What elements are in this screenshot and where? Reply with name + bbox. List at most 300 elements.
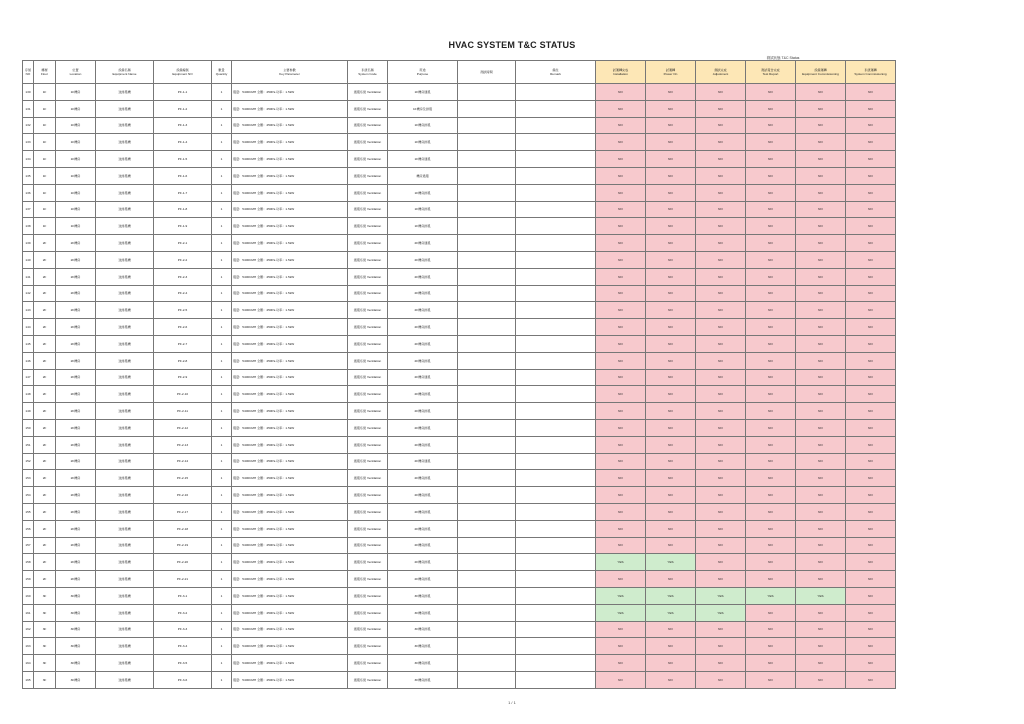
row-remark — [516, 201, 596, 218]
status-cell: NO — [696, 487, 746, 504]
row-quantity: 1 — [212, 554, 232, 571]
status-cell: NO — [846, 403, 896, 420]
table-row — [23, 167, 896, 184]
row-floor: 1F — [34, 84, 56, 101]
row-quantity: 1 — [212, 319, 232, 336]
row-floor: 3F — [34, 655, 56, 672]
column-header: 測試報告完成 Test Report — [746, 61, 796, 84]
status-cell: NO — [646, 218, 696, 235]
row-equipment-name: 送排風機 — [96, 184, 154, 201]
row-no: 158 — [23, 554, 34, 571]
status-cell: NO — [596, 319, 646, 336]
status-cell: NO — [746, 184, 796, 201]
status-cell: NO — [746, 100, 796, 117]
row-location: 1F機房 — [56, 100, 96, 117]
status-cell: NO — [746, 251, 796, 268]
row-purpose: 1F機房排風 — [388, 117, 458, 134]
status-cell: NO — [846, 285, 896, 302]
status-cell: NO — [646, 84, 696, 101]
row-equipment-code: PF-2-7 — [154, 335, 212, 352]
status-cell: NO — [796, 117, 846, 134]
status-cell: NO — [596, 671, 646, 688]
status-cell: NO — [596, 369, 646, 386]
row-test-time — [458, 571, 516, 588]
row-key-parameter: 風量：5400CMH 全壓：450Pa 功率：1.5kW — [232, 671, 348, 688]
row-floor: 2F — [34, 520, 56, 537]
status-cell: NO — [796, 369, 846, 386]
status-cell: NO — [846, 352, 896, 369]
row-test-time — [458, 369, 516, 386]
row-key-parameter: 風量：5400CMH 全壓：450Pa 功率：1.5kW — [232, 84, 348, 101]
status-cell: NO — [796, 319, 846, 336]
row-system: 通風系統 Ventilation — [348, 335, 388, 352]
table-row — [23, 369, 896, 386]
row-system: 通風系統 Ventilation — [348, 235, 388, 252]
row-test-time — [458, 335, 516, 352]
status-cell: NO — [596, 84, 646, 101]
row-test-time — [458, 403, 516, 420]
row-quantity: 1 — [212, 352, 232, 369]
row-key-parameter: 風量：5400CMH 全壓：450Pa 功率：1.5kW — [232, 235, 348, 252]
row-remark — [516, 302, 596, 319]
status-cell: NO — [846, 167, 896, 184]
row-location: 2F機房 — [56, 453, 96, 470]
row-test-time — [458, 134, 516, 151]
column-header: 主要參數 Key Parameter — [232, 61, 348, 84]
row-no: 138 — [23, 218, 34, 235]
table-row — [23, 403, 896, 420]
row-no: 141 — [23, 268, 34, 285]
status-cell: NO — [696, 571, 746, 588]
status-cell: NO — [696, 319, 746, 336]
row-equipment-code: PF-1-4 — [154, 134, 212, 151]
status-cell: NO — [796, 167, 846, 184]
status-cell: NO — [746, 487, 796, 504]
row-floor: 2F — [34, 251, 56, 268]
row-no: 146 — [23, 352, 34, 369]
row-equipment-name: 送排風機 — [96, 369, 154, 386]
table-row — [23, 285, 896, 302]
row-key-parameter: 風量：5400CMH 全壓：450Pa 功率：1.5kW — [232, 503, 348, 520]
status-cell: NO — [746, 503, 796, 520]
column-header: 測試時間 — [458, 61, 516, 84]
row-location: 2F機房 — [56, 487, 96, 504]
row-equipment-name: 送排風機 — [96, 604, 154, 621]
row-system: 通風系統 Ventilation — [348, 201, 388, 218]
status-cell: NO — [846, 117, 896, 134]
row-no: 165 — [23, 671, 34, 688]
row-purpose: 機房通風 — [388, 167, 458, 184]
table-row — [23, 352, 896, 369]
status-cell: NO — [646, 117, 696, 134]
row-purpose: 1F機房通風 — [388, 84, 458, 101]
row-test-time — [458, 184, 516, 201]
row-purpose: 1F機房排風 — [388, 218, 458, 235]
row-key-parameter: 風量：5400CMH 全壓：450Pa 功率：1.5kW — [232, 302, 348, 319]
status-cell: NO — [696, 520, 746, 537]
row-equipment-code: PF-1-5 — [154, 151, 212, 168]
status-cell: NO — [696, 554, 746, 571]
status-cell: NO — [746, 167, 796, 184]
row-floor: 1F — [34, 167, 56, 184]
row-test-time — [458, 386, 516, 403]
row-purpose: 3F機房排風 — [388, 655, 458, 672]
status-cell: NO — [596, 251, 646, 268]
status-cell: NO — [596, 352, 646, 369]
row-floor: 2F — [34, 436, 56, 453]
row-no: 137 — [23, 201, 34, 218]
status-cell: YES — [696, 587, 746, 604]
table-row — [23, 419, 896, 436]
table-row — [23, 201, 896, 218]
row-location: 2F機房 — [56, 503, 96, 520]
status-cell: NO — [746, 638, 796, 655]
row-equipment-name: 送排風機 — [96, 319, 154, 336]
row-equipment-code: PF-2-1 — [154, 235, 212, 252]
status-cell: NO — [646, 251, 696, 268]
row-equipment-name: 送排風機 — [96, 587, 154, 604]
row-location: 3F機房 — [56, 621, 96, 638]
row-location: 2F機房 — [56, 319, 96, 336]
status-cell: NO — [746, 134, 796, 151]
row-quantity: 1 — [212, 487, 232, 504]
row-system: 通風系統 Ventilation — [348, 520, 388, 537]
status-cell: NO — [596, 638, 646, 655]
status-cell: NO — [646, 403, 696, 420]
row-location: 1F機房 — [56, 201, 96, 218]
row-equipment-name: 送排風機 — [96, 671, 154, 688]
table-row — [23, 151, 896, 168]
row-quantity: 1 — [212, 84, 232, 101]
row-no: 155 — [23, 503, 34, 520]
status-cell: NO — [646, 470, 696, 487]
row-floor: 2F — [34, 285, 56, 302]
status-cell: NO — [796, 386, 846, 403]
row-key-parameter: 風量：5400CMH 全壓：450Pa 功率：1.5kW — [232, 571, 348, 588]
status-cell: NO — [596, 537, 646, 554]
status-cell: NO — [846, 571, 896, 588]
row-remark — [516, 453, 596, 470]
row-key-parameter: 風量：5400CMH 全壓：450Pa 功率：1.5kW — [232, 470, 348, 487]
row-no: 151 — [23, 436, 34, 453]
status-cell: NO — [846, 453, 896, 470]
row-location: 1F機房 — [56, 151, 96, 168]
row-test-time — [458, 117, 516, 134]
row-equipment-code: PF-1-9 — [154, 218, 212, 235]
row-test-time — [458, 268, 516, 285]
status-cell: NO — [596, 167, 646, 184]
row-floor: 2F — [34, 235, 56, 252]
status-cell: NO — [846, 537, 896, 554]
row-key-parameter: 風量：5400CMH 全壓：450Pa 功率：1.5kW — [232, 352, 348, 369]
row-key-parameter: 風量：5400CMH 全壓：450Pa 功率：1.5kW — [232, 554, 348, 571]
row-floor: 3F — [34, 621, 56, 638]
row-system: 通風系統 Ventilation — [348, 453, 388, 470]
row-floor: 2F — [34, 403, 56, 420]
status-cell: NO — [696, 268, 746, 285]
row-equipment-name: 送排風機 — [96, 84, 154, 101]
row-remark — [516, 386, 596, 403]
row-remark — [516, 621, 596, 638]
row-equipment-code: PF-1-8 — [154, 201, 212, 218]
row-remark — [516, 84, 596, 101]
row-remark — [516, 268, 596, 285]
row-quantity: 1 — [212, 268, 232, 285]
status-cell: NO — [696, 403, 746, 420]
row-equipment-code: PF-2-19 — [154, 537, 212, 554]
status-cell: NO — [846, 218, 896, 235]
row-system: 通風系統 Ventilation — [348, 638, 388, 655]
column-header: 用途 Purpose — [388, 61, 458, 84]
table-body — [23, 84, 896, 689]
status-cell: NO — [846, 587, 896, 604]
table-row — [23, 671, 896, 688]
status-cell: NO — [596, 335, 646, 352]
row-no: 136 — [23, 184, 34, 201]
status-cell: NO — [846, 251, 896, 268]
status-cell: NO — [846, 302, 896, 319]
row-system: 通風系統 Ventilation — [348, 671, 388, 688]
row-purpose: 2F機房排風 — [388, 520, 458, 537]
row-location: 2F機房 — [56, 251, 96, 268]
row-equipment-code: PF-2-12 — [154, 419, 212, 436]
table-row — [23, 487, 896, 504]
status-cell: NO — [796, 520, 846, 537]
row-quantity: 1 — [212, 369, 232, 386]
status-cell: NO — [796, 671, 846, 688]
row-purpose: 2F機房排風 — [388, 285, 458, 302]
row-key-parameter: 風量：5400CMH 全壓：450Pa 功率：1.5kW — [232, 386, 348, 403]
row-equipment-name: 送排風機 — [96, 251, 154, 268]
row-equipment-code: PF-1-1 — [154, 84, 212, 101]
row-quantity: 1 — [212, 218, 232, 235]
row-no: 139 — [23, 235, 34, 252]
row-floor: 2F — [34, 571, 56, 588]
row-equipment-code: PF-2-20 — [154, 554, 212, 571]
row-location: 1F機房 — [56, 134, 96, 151]
row-system: 通風系統 Ventilation — [348, 167, 388, 184]
row-remark — [516, 470, 596, 487]
status-cell: NO — [696, 335, 746, 352]
row-location: 2F機房 — [56, 520, 96, 537]
status-cell: NO — [646, 621, 696, 638]
row-remark — [516, 167, 596, 184]
column-header: 試運轉完成 Installation — [596, 61, 646, 84]
table-row — [23, 319, 896, 336]
row-location: 3F機房 — [56, 638, 96, 655]
row-equipment-name: 送排風機 — [96, 487, 154, 504]
status-cell: NO — [646, 453, 696, 470]
status-cell: NO — [696, 235, 746, 252]
row-purpose: 3F機房排風 — [388, 587, 458, 604]
status-cell: YES — [746, 587, 796, 604]
row-remark — [516, 604, 596, 621]
row-equipment-code: PF-3-1 — [154, 587, 212, 604]
row-equipment-code: PF-1-3 — [154, 117, 212, 134]
row-equipment-name: 送排風機 — [96, 268, 154, 285]
row-no: 161 — [23, 604, 34, 621]
status-cell: NO — [596, 184, 646, 201]
column-header: 系統運轉 System Commissioning — [846, 61, 896, 84]
row-quantity: 1 — [212, 671, 232, 688]
status-cell: NO — [696, 84, 746, 101]
status-cell: YES — [696, 604, 746, 621]
row-test-time — [458, 537, 516, 554]
row-test-time — [458, 554, 516, 571]
row-system: 通風系統 Ventilation — [348, 554, 388, 571]
status-cell: NO — [646, 235, 696, 252]
status-cell: NO — [846, 386, 896, 403]
status-cell: NO — [696, 218, 746, 235]
status-cell: NO — [646, 352, 696, 369]
row-test-time — [458, 302, 516, 319]
status-cell: NO — [796, 251, 846, 268]
status-cell: NO — [746, 302, 796, 319]
row-location: 3F機房 — [56, 655, 96, 672]
status-cell: NO — [646, 655, 696, 672]
row-remark — [516, 671, 596, 688]
row-purpose: 2F機房排風 — [388, 352, 458, 369]
row-location: 1F機房 — [56, 84, 96, 101]
row-purpose: 2F機房排風 — [388, 319, 458, 336]
row-purpose: 2F機房排風 — [388, 419, 458, 436]
status-cell: YES — [646, 554, 696, 571]
row-system: 通風系統 Ventilation — [348, 487, 388, 504]
row-equipment-code: PF-2-18 — [154, 520, 212, 537]
row-equipment-name: 送排風機 — [96, 335, 154, 352]
status-cell: NO — [796, 84, 846, 101]
row-equipment-code: PF-3-3 — [154, 621, 212, 638]
row-equipment-name: 送排風機 — [96, 218, 154, 235]
status-cell: YES — [646, 587, 696, 604]
row-purpose: 2F機房排風 — [388, 268, 458, 285]
row-key-parameter: 風量：5400CMH 全壓：450Pa 功率：1.5kW — [232, 403, 348, 420]
row-location: 2F機房 — [56, 302, 96, 319]
status-table — [22, 60, 896, 689]
status-cell: NO — [746, 218, 796, 235]
row-location: 1F機房 — [56, 117, 96, 134]
status-cell: NO — [696, 201, 746, 218]
table-row — [23, 302, 896, 319]
row-quantity: 1 — [212, 184, 232, 201]
status-cell: NO — [646, 671, 696, 688]
status-cell: NO — [796, 302, 846, 319]
status-cell: NO — [796, 503, 846, 520]
row-system: 通風系統 Ventilation — [348, 302, 388, 319]
status-cell: NO — [746, 386, 796, 403]
row-no: 154 — [23, 487, 34, 504]
row-location: 2F機房 — [56, 335, 96, 352]
status-cell: NO — [796, 352, 846, 369]
status-cell: NO — [696, 285, 746, 302]
row-no: 140 — [23, 251, 34, 268]
status-cell: NO — [696, 100, 746, 117]
status-cell: NO — [596, 470, 646, 487]
row-no: 150 — [23, 419, 34, 436]
row-floor: 2F — [34, 537, 56, 554]
table-row — [23, 470, 896, 487]
status-cell: NO — [646, 520, 696, 537]
row-floor: 2F — [34, 554, 56, 571]
row-equipment-code: PF-3-4 — [154, 638, 212, 655]
row-purpose: 2F機房通風 — [388, 453, 458, 470]
row-equipment-code: PF-3-2 — [154, 604, 212, 621]
row-key-parameter: 風量：5400CMH 全壓：450Pa 功率：1.5kW — [232, 604, 348, 621]
row-equipment-name: 送排風機 — [96, 167, 154, 184]
status-cell: NO — [796, 134, 846, 151]
status-cell: NO — [646, 487, 696, 504]
row-key-parameter: 風量：5400CMH 全壓：450Pa 功率：1.5kW — [232, 285, 348, 302]
status-cell: NO — [846, 419, 896, 436]
row-quantity: 1 — [212, 520, 232, 537]
row-quantity: 1 — [212, 167, 232, 184]
status-cell: NO — [846, 638, 896, 655]
row-purpose: 1F機房通風 — [388, 151, 458, 168]
row-equipment-name: 送排風機 — [96, 453, 154, 470]
status-cell: NO — [596, 235, 646, 252]
status-cell: NO — [696, 386, 746, 403]
status-cell: NO — [796, 419, 846, 436]
row-equipment-name: 送排風機 — [96, 386, 154, 403]
status-cell: NO — [646, 386, 696, 403]
row-floor: 1F — [34, 151, 56, 168]
table-row — [23, 436, 896, 453]
status-cell: NO — [746, 655, 796, 672]
status-cell: NO — [696, 167, 746, 184]
row-location: 2F機房 — [56, 419, 96, 436]
row-equipment-code: PF-2-17 — [154, 503, 212, 520]
row-system: 通風系統 Ventilation — [348, 419, 388, 436]
status-cell: NO — [846, 268, 896, 285]
status-cell: NO — [696, 655, 746, 672]
status-cell: NO — [796, 571, 846, 588]
status-cell: NO — [796, 201, 846, 218]
row-equipment-code: PF-2-11 — [154, 403, 212, 420]
status-cell: NO — [646, 268, 696, 285]
status-cell: NO — [796, 184, 846, 201]
status-cell: YES — [596, 554, 646, 571]
row-no: 156 — [23, 520, 34, 537]
row-test-time — [458, 201, 516, 218]
row-no: 147 — [23, 369, 34, 386]
row-equipment-code: PF-2-21 — [154, 571, 212, 588]
row-key-parameter: 風量：5400CMH 全壓：450Pa 功率：1.5kW — [232, 487, 348, 504]
row-remark — [516, 117, 596, 134]
status-cell: NO — [596, 487, 646, 504]
row-system: 通風系統 Ventilation — [348, 386, 388, 403]
row-test-time — [458, 235, 516, 252]
row-no: 163 — [23, 638, 34, 655]
row-test-time — [458, 638, 516, 655]
status-cell: NO — [746, 403, 796, 420]
row-remark — [516, 419, 596, 436]
row-key-parameter: 風量：5400CMH 全壓：450Pa 功率：1.5kW — [232, 184, 348, 201]
status-cell: NO — [846, 335, 896, 352]
status-cell: NO — [646, 285, 696, 302]
row-location: 2F機房 — [56, 268, 96, 285]
row-key-parameter: 風量：5400CMH 全壓：450Pa 功率：1.5kW — [232, 100, 348, 117]
row-equipment-name: 送排風機 — [96, 100, 154, 117]
status-cell: NO — [796, 335, 846, 352]
row-no: 157 — [23, 537, 34, 554]
row-key-parameter: 風量：5400CMH 全壓：450Pa 功率：1.5kW — [232, 268, 348, 285]
row-purpose: 1F機房排風 — [388, 184, 458, 201]
status-cell: NO — [746, 554, 796, 571]
table-row — [23, 184, 896, 201]
status-cell: NO — [596, 302, 646, 319]
status-cell: NO — [596, 134, 646, 151]
status-cell: NO — [796, 218, 846, 235]
